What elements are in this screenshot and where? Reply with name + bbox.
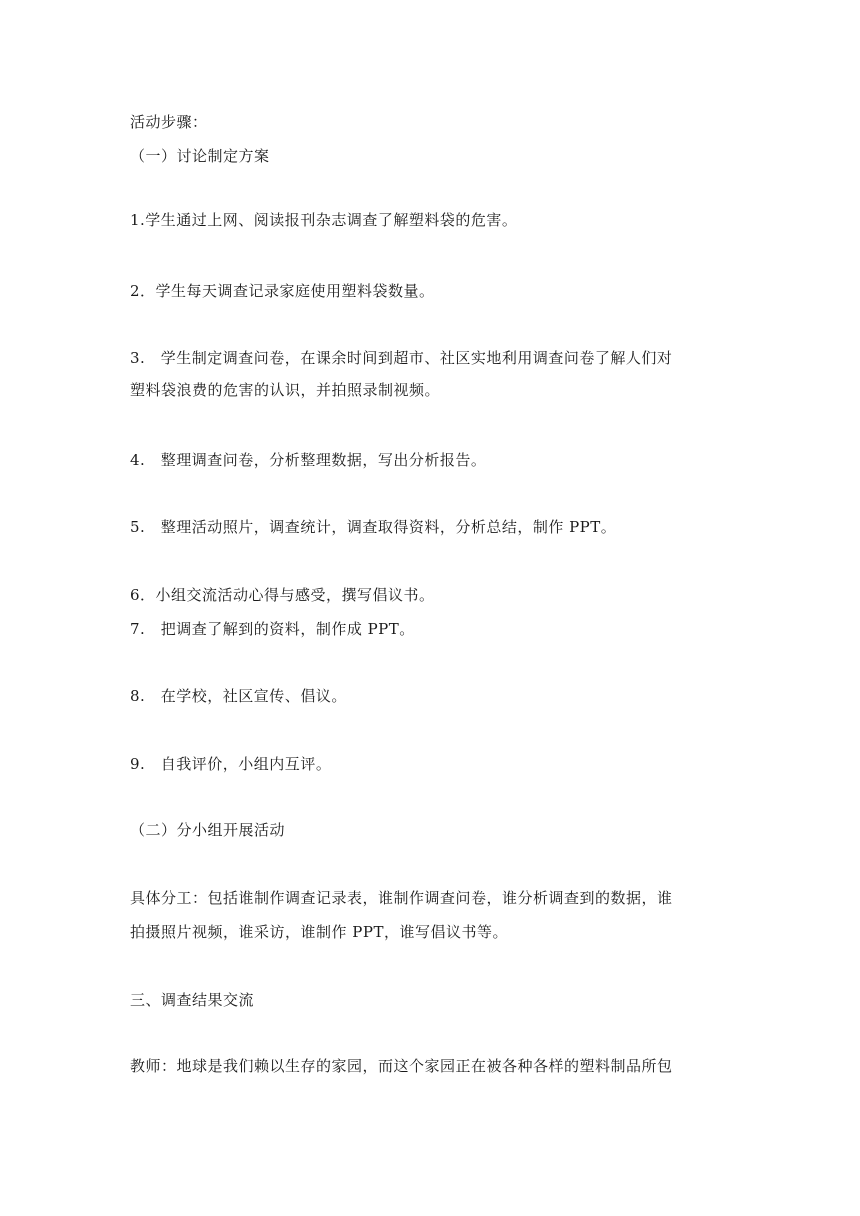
step-6: 6．小组交流活动心得与感受，撰写倡议书。 <box>130 586 435 604</box>
step-3-line-1: 3. 学生制定调查问卷，在课余时间到超市、社区实地利用调查问卷了解人们对 <box>130 349 673 367</box>
division-of-work-line-1: 具体分工：包括谁制作调查记录表，谁制作调查问卷，谁分析调查到的数据，谁 <box>130 889 673 907</box>
steps-heading: 活动步骤： <box>130 113 208 131</box>
step-4: 4. 整理调查问卷，分析整理数据，写出分析报告。 <box>130 451 487 469</box>
section-3-heading: 三、调查结果交流 <box>130 991 255 1009</box>
step-7: 7. 把调查了解到的资料，制作成 PPT。 <box>130 620 415 638</box>
teacher-paragraph: 教师：地球是我们赖以生存的家园，而这个家园正在被各种各样的塑料制品所包 <box>130 1057 673 1075</box>
step-1: 1.学生通过上网、阅读报刊杂志调查了解塑料袋的危害。 <box>130 211 518 229</box>
step-9: 9. 自我评价，小组内互评。 <box>130 755 332 773</box>
section-1-heading: （一）讨论制定方案 <box>130 147 270 165</box>
step-2: 2．学生每天调查记录家庭使用塑料袋数量。 <box>130 282 435 300</box>
section-2-heading: （二）分小组开展活动 <box>130 821 286 839</box>
step-8: 8. 在学校，社区宣传、倡议。 <box>130 687 347 705</box>
division-of-work-line-2: 拍摄照片视频，谁采访，谁制作 PPT，谁写倡议书等。 <box>130 923 508 941</box>
step-5: 5. 整理活动照片，调查统计，调查取得资料，分析总结，制作 PPT。 <box>130 518 617 536</box>
step-3-line-2: 塑料袋浪费的危害的认识，并拍照录制视频。 <box>130 381 441 399</box>
